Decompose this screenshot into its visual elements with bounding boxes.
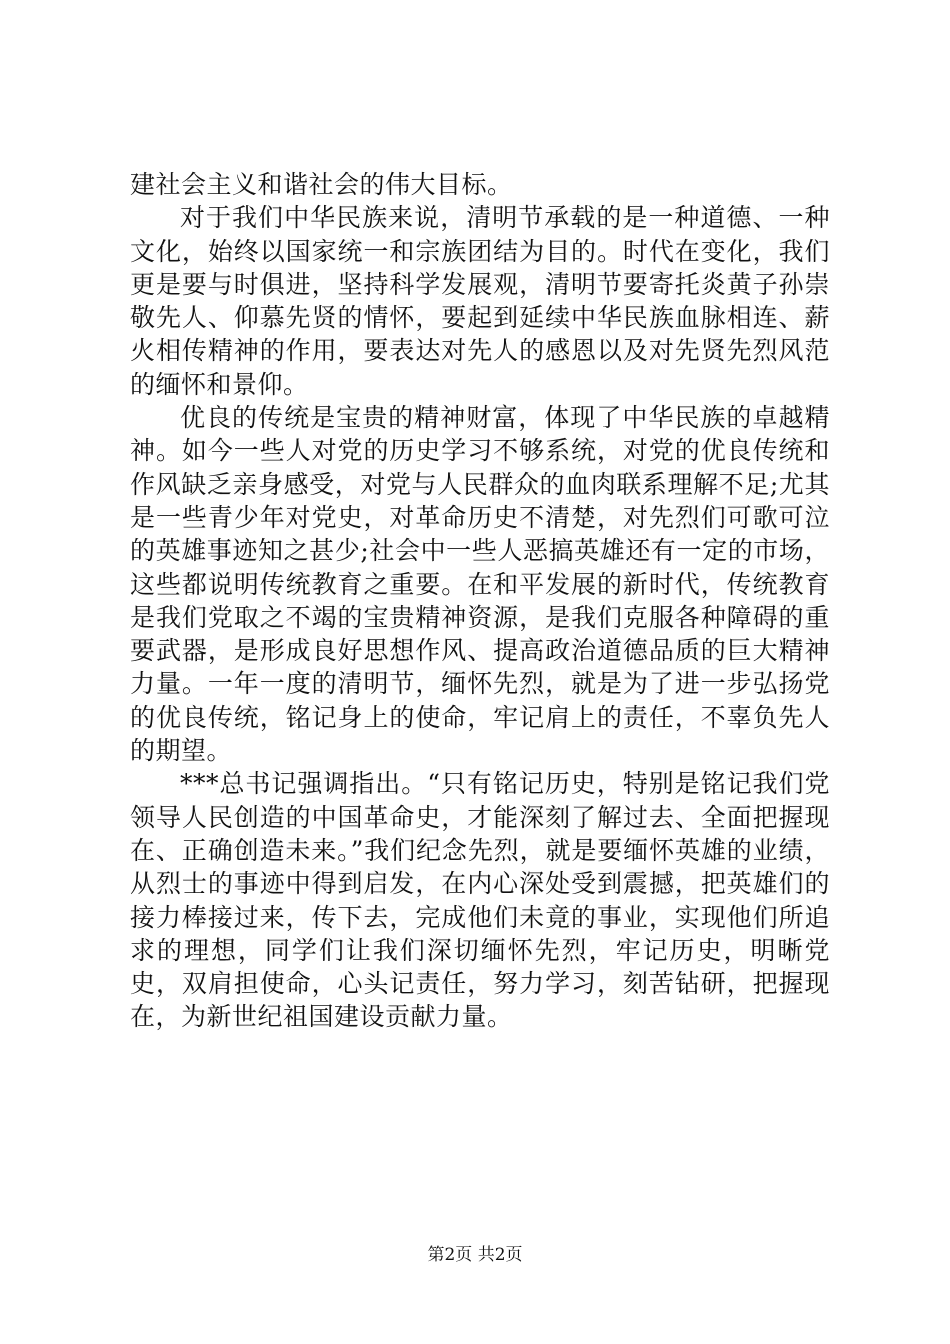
body-text	[130, 168, 830, 1034]
paragraph-3: 优良的传统是宝贵的精神财富，体现了中华民族的卓越精神。如今一些人对党的历史学习不够系统，对党的优良传统和作风缺乏亲身感受，对党与人民群众的血肉联系理解不足;尤其是一些青少年对党史，对革命历史不清楚，对先烈们可歌可泣的英雄事迹知之甚少;社会中一些人恶搞英雄还有一定的市场，这些都说明传统教育之重要。在和平发展的新时代，传统教育是我们党取之不竭的宝贵精神资源，是我们克服各种障碍的重要武器，是形成良好思想作风、提高政治道德品质的巨大精神力量。一年一度的清明节，缅怀先烈，就是为了进一步弘扬党的优良传统，铭记身上的使命，牢记肩上的责任，不辜负先人的期望。	[130, 403, 830, 766]
paragraph-4: ***总书记强调指出。“只有铭记历史，特别是铭记我们党领导人民创造的中国革命史，才能深刻了解过去、全面把握现在、正确创造未来。”我们纪念先烈，就是要缅怀英雄的业绩，从烈士的事迹中得到启发，在内心深处受到震撼，把英雄们的接力棒接过来，传下去，完成他们未竟的事业，实现他们所追求的理想，同学们让我们深切缅怀先烈，牢记历史，明晰党史，双肩担使命，心头记责任，努力学习，刻苦钻研，把握现在，为新世纪祖国建设贡献力量。	[130, 769, 830, 1032]
paragraph-1: 建社会主义和谐社会的伟大目标。	[130, 170, 513, 199]
page-number-footer: 第2页 共2页	[427, 1245, 523, 1265]
paragraph-2: 对于我们中华民族来说，清明节承载的是一种道德、一种文化，始终以国家统一和宗族团结为目的。时代在变化，我们更是要与时俱进，坚持科学发展观，清明节要寄托炎黄子孙崇敬先人、仰慕先贤的情怀，要起到延续中华民族血脉相连、薪火相传精神的作用，要表达对先人的感恩以及对先贤先烈风范的缅怀和景仰。	[130, 203, 830, 399]
